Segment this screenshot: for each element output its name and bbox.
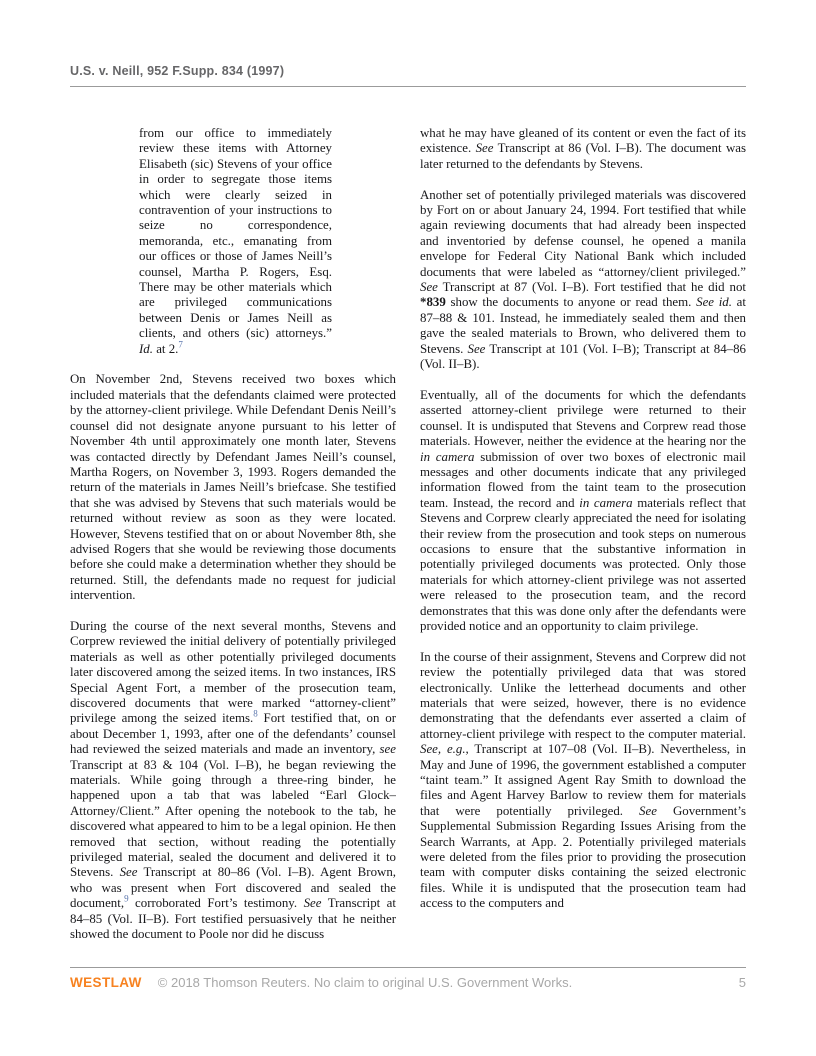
text-run: submission of over two boxes of electronic mail messages and other documents indicate that any privileged information flowed from the taint team to the prosecution team. Instead, the record and — [420, 449, 746, 510]
text-run: Another set of potentially privileged materials was discovered by Fort on or about January 24, 1994. Fort testified that while again reviewing documents that had already been inspected and inventoried by defense counsel, he opened a manila envelope for Federal City National Bank which included documents that were labeled as “attorney/client privileged.” — [420, 187, 746, 279]
italic-text-run: See id. — [696, 295, 732, 310]
blockquote — [139, 126, 332, 357]
text-run: what he may have gleaned of its content or even the fact of its existence. — [420, 126, 746, 156]
text-run: Fort testified that, on or about December 1, 1993, after one of the defendants’ counsel had reviewed the seized materials and made an inventory, — [70, 711, 396, 757]
text-run: Transcript at 101 (Vol. I–B); Transcript at 84–86 (Vol. II–B). — [420, 341, 746, 372]
paragraph — [420, 126, 746, 172]
text-run: at 2. — [152, 341, 179, 356]
right-column — [420, 126, 746, 964]
case-citation: U.S. v. Neill, 952 F.Supp. 834 (1997) — [70, 64, 285, 78]
text-run: During the course of the next several months, Stevens and Corprew reviewed the initial delivery of potentially privileged materials as well as other potentially privileged documents later discovered among the seized items. In two instances, IRS Special Agent Fort, a member of the prosecution team, discovered documents that were marked “attorney-client” privilege among the seized items. — [70, 618, 396, 726]
text-run: Transcript at 86 (Vol. I–B). The document was later returned to the defendants by Stevens. — [420, 141, 746, 171]
italic-text-run: Id. — [139, 341, 153, 356]
text-run: at 87–88 & 101. Instead, he immediately sealed them and then gave the sealed materials to Brown, who delivered them to Stevens. — [420, 295, 746, 356]
italic-text-run: See — [119, 865, 138, 880]
paragraph — [70, 619, 396, 943]
footer-divider — [70, 967, 746, 968]
text-run: corroborated Fort’s testimony. — [128, 896, 304, 911]
bold-text-run: *839 — [420, 295, 446, 310]
header-divider — [70, 86, 746, 87]
text-run: Transcript at 80–86 (Vol. I–B). Agent Brown, who was present when Fort discovered and sealed the document, — [70, 865, 396, 911]
document-footer — [70, 967, 746, 990]
text-run: Transcript at 83 & 104 (Vol. I–B), he began reviewing the materials. While going through a three-ring binder, he happened upon a tab that was labeled “Earl Glock–Attorney/Client.” After opening the notebook to the tab, he discovered what appeared to him to be a legal opinion. He then removed that section, without reading the potentially privileged material, sealed the document and delivered it to Stevens. — [70, 757, 396, 880]
westlaw-logo: WESTLAW — [70, 975, 142, 990]
text-run: Transcript at 87 (Vol. I–B). Fort testified that he did not — [437, 280, 746, 295]
document-body — [70, 126, 746, 964]
left-column — [70, 126, 396, 964]
text-run: Transcript at 84–85 (Vol. II–B). Fort testified persuasively that he neither showed the document to Poole nor did he discuss — [70, 896, 396, 942]
paragraph — [420, 388, 746, 635]
text-run: show the documents to anyone or read them. — [445, 295, 697, 310]
italic-text-run: See, e.g., — [420, 742, 469, 757]
text-run: Eventually, all of the documents for which the defendants asserted attorney-client privilege were returned to their counsel. It is undisputed that Stevens and Corprew read those materials. However, neither the evidence at the hearing nor the — [420, 387, 746, 449]
paragraph — [420, 188, 746, 373]
italic-text-run: in camera — [420, 449, 475, 464]
paragraph — [420, 650, 746, 912]
footnote-reference[interactable]: 8 — [253, 709, 258, 720]
footnote-reference[interactable]: 9 — [124, 893, 129, 904]
italic-text-run: See — [475, 141, 494, 156]
italic-text-run: See — [639, 803, 657, 818]
footer-row — [70, 975, 746, 990]
text-run: from our office to immediately review these items with Attorney Elisabeth (sic) Stevens of your office in order to segregate those items which were clearly seized in contravention of your instructions to seize no correspondence, memoranda, etc., emanating from our offices or those of James Neill’s counsel, Martha P. Rogers, Esq. There may be other materials which are privileged communications between Denis or James Neill as clients, and others (sic) attorneys.” — [139, 126, 332, 341]
paragraph — [70, 372, 396, 603]
italic-text-run: See — [303, 896, 322, 911]
footnote-reference[interactable]: 7 — [178, 339, 183, 350]
text-run: Government’s Supplemental Submission Regarding Issues Arising from the Search Warrants, at App. 2. Potentially privileged materials were deleted from the files prior to providing the prosecution team with computer disks containing the seized electronic files. While it is undisputed that the prosecution team had access to the computers and — [420, 803, 746, 911]
text-run: On November 2nd, Stevens received two boxes which included materials that the defendants claimed were protected by the attorney-client privilege. While Defendant Denis Neill’s counsel did not designate anyone pursuant to his letter of November 4th until approximately one month later, Stevens was contacted directly by Defendant James Neill’s counsel, Martha Rogers, on November 3, 1993. Rogers demanded the return of the materials in James Neill’s briefcase. She testified that she was advised by Stevens that such materials would be returned without review as soon as they were located. However, Stevens testified that on or about November 8th, she advised Rogers that she would be reviewing those documents before she could make a determination whether they should be returned. Still, the defendants made no request for judicial intervention. — [70, 372, 396, 603]
text-run: In the course of their assignment, Stevens and Corprew did not review the potentially privileged data that was stored electronically. Unlike the letterhead documents and other materials that were seized, however, there is no evidence demonstrating that the defendants ever asserted a claim of attorney-client privilege with respect to the computer material. — [420, 649, 746, 741]
italic-text-run: in camera — [579, 495, 633, 510]
text-run: Transcript at 107–08 (Vol. II–B). Nevertheless, in May and June of 1996, the government established a computer “taint team.” It assigned Agent Ray Smith to download the files and Agent Harvey Barlow to review them for materials that were potentially privileged. — [420, 742, 746, 818]
copyright-text: © 2018 Thomson Reuters. No claim to original U.S. Government Works. — [157, 975, 573, 990]
page-number: 5 — [738, 975, 746, 990]
text-run: materials reflect that Stevens and Corprew clearly appreciated the need for isolating their review from the prosecution and took steps on numerous occasions to ensure that the substantive information in potentially privileged documents was protected. Only those materials for which attorney-client privilege was not asserted were released to the prosecution team, and the record demonstrates that this was done only after the defendants were provided notice and an opportunity to claim privilege. — [420, 495, 746, 633]
italic-text-run: See — [467, 341, 486, 356]
italic-text-run: see — [379, 742, 396, 757]
italic-text-run: See — [420, 280, 438, 295]
document-header — [70, 64, 746, 87]
